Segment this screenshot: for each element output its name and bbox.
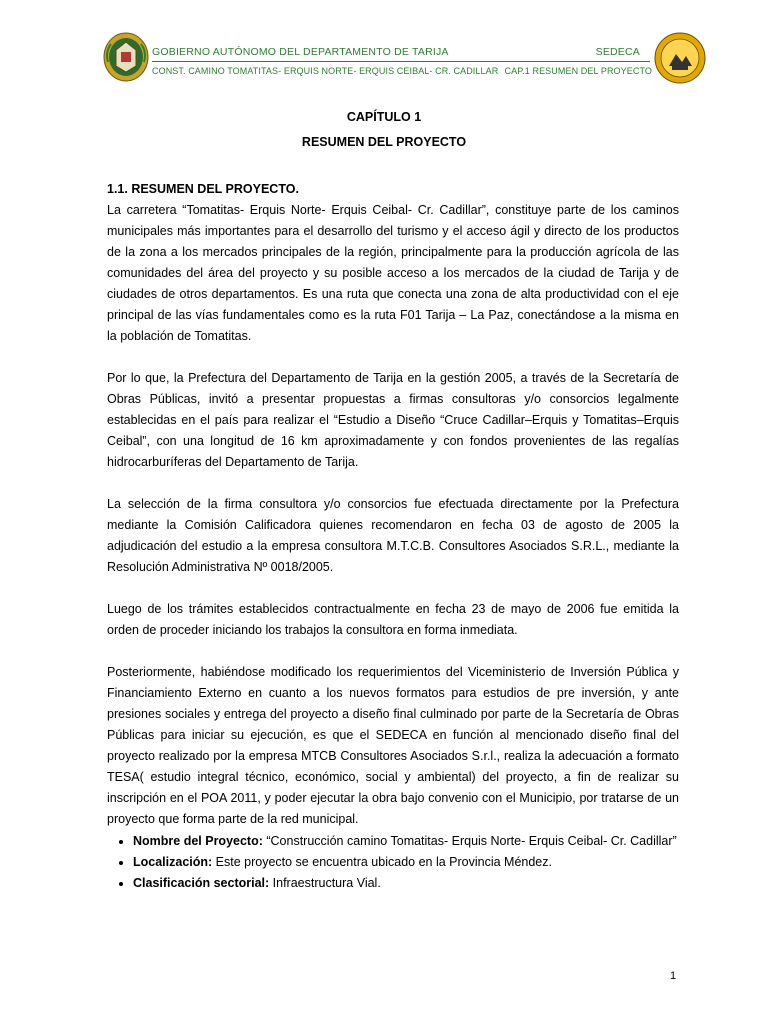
list-item-text: Infraestructura Vial. <box>269 876 381 890</box>
header-divider <box>152 61 650 62</box>
list-item-label: Clasificación sectorial: <box>133 876 270 890</box>
list-item-text: “Construcción camino Tomatitas- Erquis Norte- Erquis Ceibal- Cr. Cadillar” <box>262 834 677 848</box>
document-body <box>107 179 679 894</box>
list-item <box>133 873 679 894</box>
header-org: GOBIERNO AUTÓNOMO DEL DEPARTAMENTO DE TARIJA <box>152 46 449 58</box>
header-org-line <box>152 46 652 58</box>
paragraph: La carretera “Tomatitas- Erquis Norte- Erquis Ceibal- Cr. Cadillar”, constituye parte de los caminos municipales más importantes para el desarrollo del turismo y el acceso ágil y directo de los productos de la zona a los mercados principales de la región, principalmente para la producción agrícola de las comunidades del área del proyecto y su posible acceso a los mercados de la ciudad de Tarija y de ciudades de otros departamentos. Es una ruta que conecta una zona de alta productividad con el eje principal de las vías fundamentales como es la ruta F01 Tarija – La Paz, conectándose a la misma en la población de Tomatitas. <box>107 203 679 343</box>
list-item-text: Este proyecto se encuentra ubicado en la Provincia Méndez. <box>212 855 552 869</box>
department-coat-of-arms-icon <box>103 32 149 82</box>
header-agency: SEDECA <box>595 46 640 58</box>
page-number: 1 <box>670 970 677 982</box>
section-title: 1.1. RESUMEN DEL PROYECTO. <box>107 182 299 196</box>
header-chapter-ref: CAP.1 RESUMEN DEL PROYECTO <box>504 66 652 76</box>
page-header <box>0 0 768 100</box>
sedeca-seal-icon <box>654 32 706 84</box>
paragraph: Luego de los trámites establecidos contractualmente en fecha 23 de mayo de 2006 fue emitida la orden de proceder iniciando los trabajos la consultora en forma inmediata. <box>107 602 679 637</box>
list-item-label: Localización: <box>133 855 213 869</box>
paragraph: Posteriormente, habiéndose modificado los requerimientos del Viceministerio de Inversión Pública y Financiamiento Externo en cuanto a los nuevos formatos para estudios de pre inversión, y ante presiones sociales y entrega del proyecto a diseño final culminado por parte de la Secretaría de Obras Públicas para iniciar su ejecución, es que el SEDECA en función al mencionado diseño final del proyecto realizado por la empresa MTCB Consultores Asociados S.r.l., realiza la adecuación a formato TESA( estudio integral técnico, económico, social y ambiental) del proyecto, a fin de realizar su inscripción en el POA 2011, y poder ejecutar la obra bajo convenio con el Municipio, por tratarse de un proyecto que forma parte de la red municipal. <box>107 665 679 826</box>
chapter-title: RESUMEN DEL PROYECTO <box>301 135 467 149</box>
paragraph: La selección de la firma consultora y/o consorcios fue efectuada directamente por la Prefectura mediante la Comisión Calificadora quienes recomendaron en fecha 03 de agosto de 2005 la adjudicación del estudio a la empresa consultora M.T.C.B. Consultores Asociados S.R.L., mediante la Resolución Administrativa Nº 0018/2005. <box>107 497 679 574</box>
chapter-number: CAPÍTULO 1 <box>346 110 422 124</box>
list-item <box>133 831 679 852</box>
list-item <box>133 852 679 873</box>
project-details-list <box>107 831 679 894</box>
header-project: CONST. CAMINO TOMATITAS- ERQUIS NORTE- ERQUIS CEIBAL- CR. CADILLAR <box>152 66 499 76</box>
paragraph: Por lo que, la Prefectura del Departamento de Tarija en la gestión 2005, a través de la Secretaría de Obras Públicas, invitó a presentar propuestas a firmas consultoras y/o consorcios legalmente establecidas en el país para realizar el “Estudio a Diseño “Cruce Cadillar–Erquis y Tomatitas–Erquis Ceibal”, con una longitud de 16 km aproximadamente y con fondos provenientes de las regalías hidrocarburíferas del Departamento de Tarija. <box>107 371 679 469</box>
header-project-line <box>152 66 652 76</box>
list-item-label: Nombre del Proyecto: <box>133 834 263 848</box>
